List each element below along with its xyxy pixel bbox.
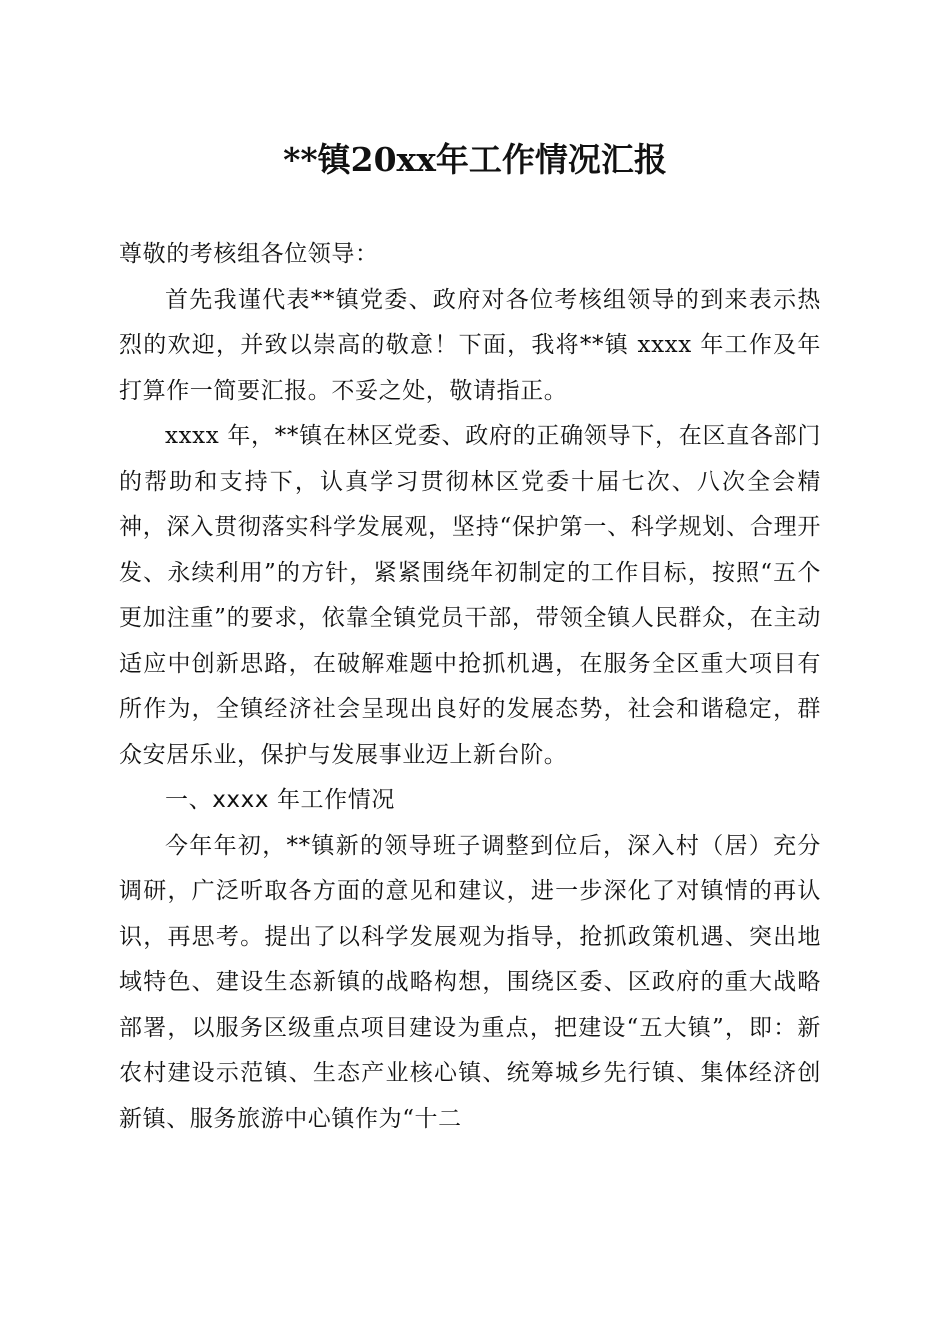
salutation: 尊敬的考核组各位领导： — [119, 241, 379, 267]
section-paragraph: 今年年初，**镇新的领导班子调整到位后，深入村（居）充分调研，广泛听取各方面的意见和建议，进一步深化了对镇情的再认识，再思考。提出了以科学发展观为指导，抢抓政策机遇、突出地域特色、建设生态新镇的战略构想，围绕区委、区政府的重大战略部署，以服务区级重点项目建设为重点，把建设“五大镇”，即：新农村建设示范镇、生态产业核心镇、统筹城乡先行镇、集体经济创新镇、服务旅游中心镇作为“十二 — [119, 832, 821, 1132]
document-title: **镇20xx年工作情况汇报 — [283, 140, 667, 179]
summary-paragraph: xxxx 年，**镇在林区党委、政府的正确领导下，在区直各部门的帮助和支持下，认真学习贯彻林区党委十届七次、八次全会精神，深入贯彻落实科学发展观，坚持“保护第一、科学规划、合理开发、永续利用”的方针，紧紧围绕年初制定的工作目标，按照“五个更加注重”的要求，依靠全镇党员干部，带领全镇人民群众，在主动适应中创新思路，在破解难题中抢抓机遇，在服务全区重大项目有所作为，全镇经济社会呈现出良好的发展态势，社会和谐稳定，群众安居乐业，保护与发展事业迈上新台阶。 — [119, 423, 821, 768]
section-heading: 一、xxxx 年工作情况 — [165, 787, 395, 813]
document-body — [119, 232, 821, 1142]
intro-paragraph: 首先我谨代表**镇党委、政府对各位考核组领导的到来表示热烈的欢迎，并致以崇高的敬意！下面，我将**镇 xxxx 年工作及年打算作一简要汇报。不妥之处，敬请指正。 — [119, 286, 821, 404]
